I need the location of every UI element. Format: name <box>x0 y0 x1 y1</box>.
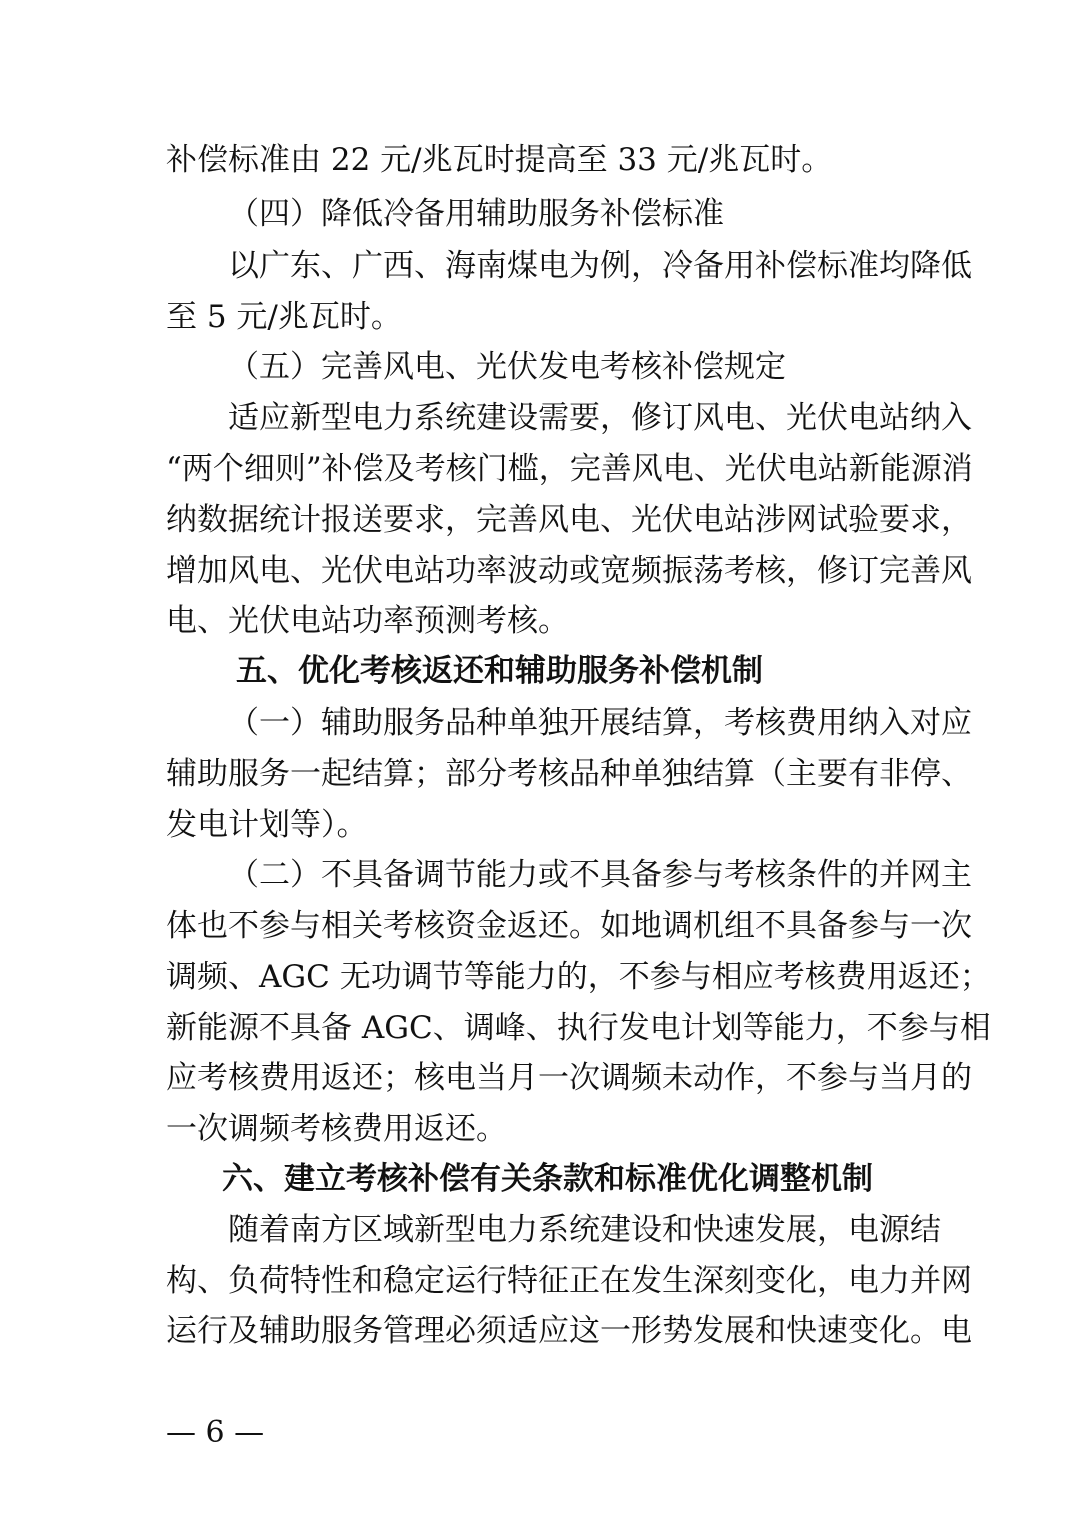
section-heading: （五）完善风电、光伏发电考核补偿规定 <box>228 349 786 385</box>
paragraph-line: 至 5 元/兆瓦时。 <box>166 299 402 335</box>
paragraph-line: 随着南方区域新型电力系统建设和快速发展，电源结 <box>228 1212 941 1248</box>
paragraph-line: 新能源不具备 AGC、调峰、执行发电计划等能力，不参与相 <box>166 1010 991 1046</box>
paragraph-line: 构、负荷特性和稳定运行特征正在发生深刻变化，电力并网 <box>166 1263 972 1299</box>
paragraph-line: （二）不具备调节能力或不具备参与考核条件的并网主 <box>228 857 972 893</box>
page-number: — 6 — <box>166 1415 265 1450</box>
paragraph-line: 纳数据统计报送要求，完善风电、光伏电站涉网试验要求， <box>166 502 972 538</box>
chapter-heading: 五、优化考核返还和辅助服务补偿机制 <box>236 653 763 689</box>
paragraph-line: 辅助服务一起结算；部分考核品种单独结算（主要有非停、 <box>166 756 972 792</box>
paragraph-line: 发电计划等）。 <box>166 807 368 843</box>
paragraph-line: 一次调频考核费用返还。 <box>166 1111 507 1147</box>
paragraph-line: 电、光伏电站功率预测考核。 <box>166 603 569 639</box>
paragraph-line: 调频、AGC 无功调节等能力的，不参与相应考核费用返还； <box>166 959 991 995</box>
paragraph-line: （一）辅助服务品种单独开展结算，考核费用纳入对应 <box>228 705 972 741</box>
paragraph-line: 增加风电、光伏电站功率波动或宽频振荡考核，修订完善风 <box>166 553 972 589</box>
paragraph-line: 运行及辅助服务管理必须适应这一形势发展和快速变化。电 <box>166 1313 972 1349</box>
paragraph-line: 补偿标准由 22 元/兆瓦时提高至 33 元/兆瓦时。 <box>166 142 833 178</box>
paragraph-line: 体也不参与相关考核资金返还。如地调机组不具备参与一次 <box>166 908 972 944</box>
paragraph-line: 应考核费用返还；核电当月一次调频未动作，不参与当月的 <box>166 1060 972 1096</box>
paragraph-line: 以广东、广西、海南煤电为例，冷备用补偿标准均降低 <box>228 248 972 284</box>
paragraph-line: “两个细则”补偿及考核门槛，完善风电、光伏电站新能源消 <box>166 451 973 487</box>
paragraph-line: 适应新型电力系统建设需要，修订风电、光伏电站纳入 <box>228 400 972 436</box>
chapter-heading: 六、建立考核补偿有关条款和标准优化调整机制 <box>222 1161 873 1197</box>
section-heading: （四）降低冷备用辅助服务补偿标准 <box>228 196 724 232</box>
